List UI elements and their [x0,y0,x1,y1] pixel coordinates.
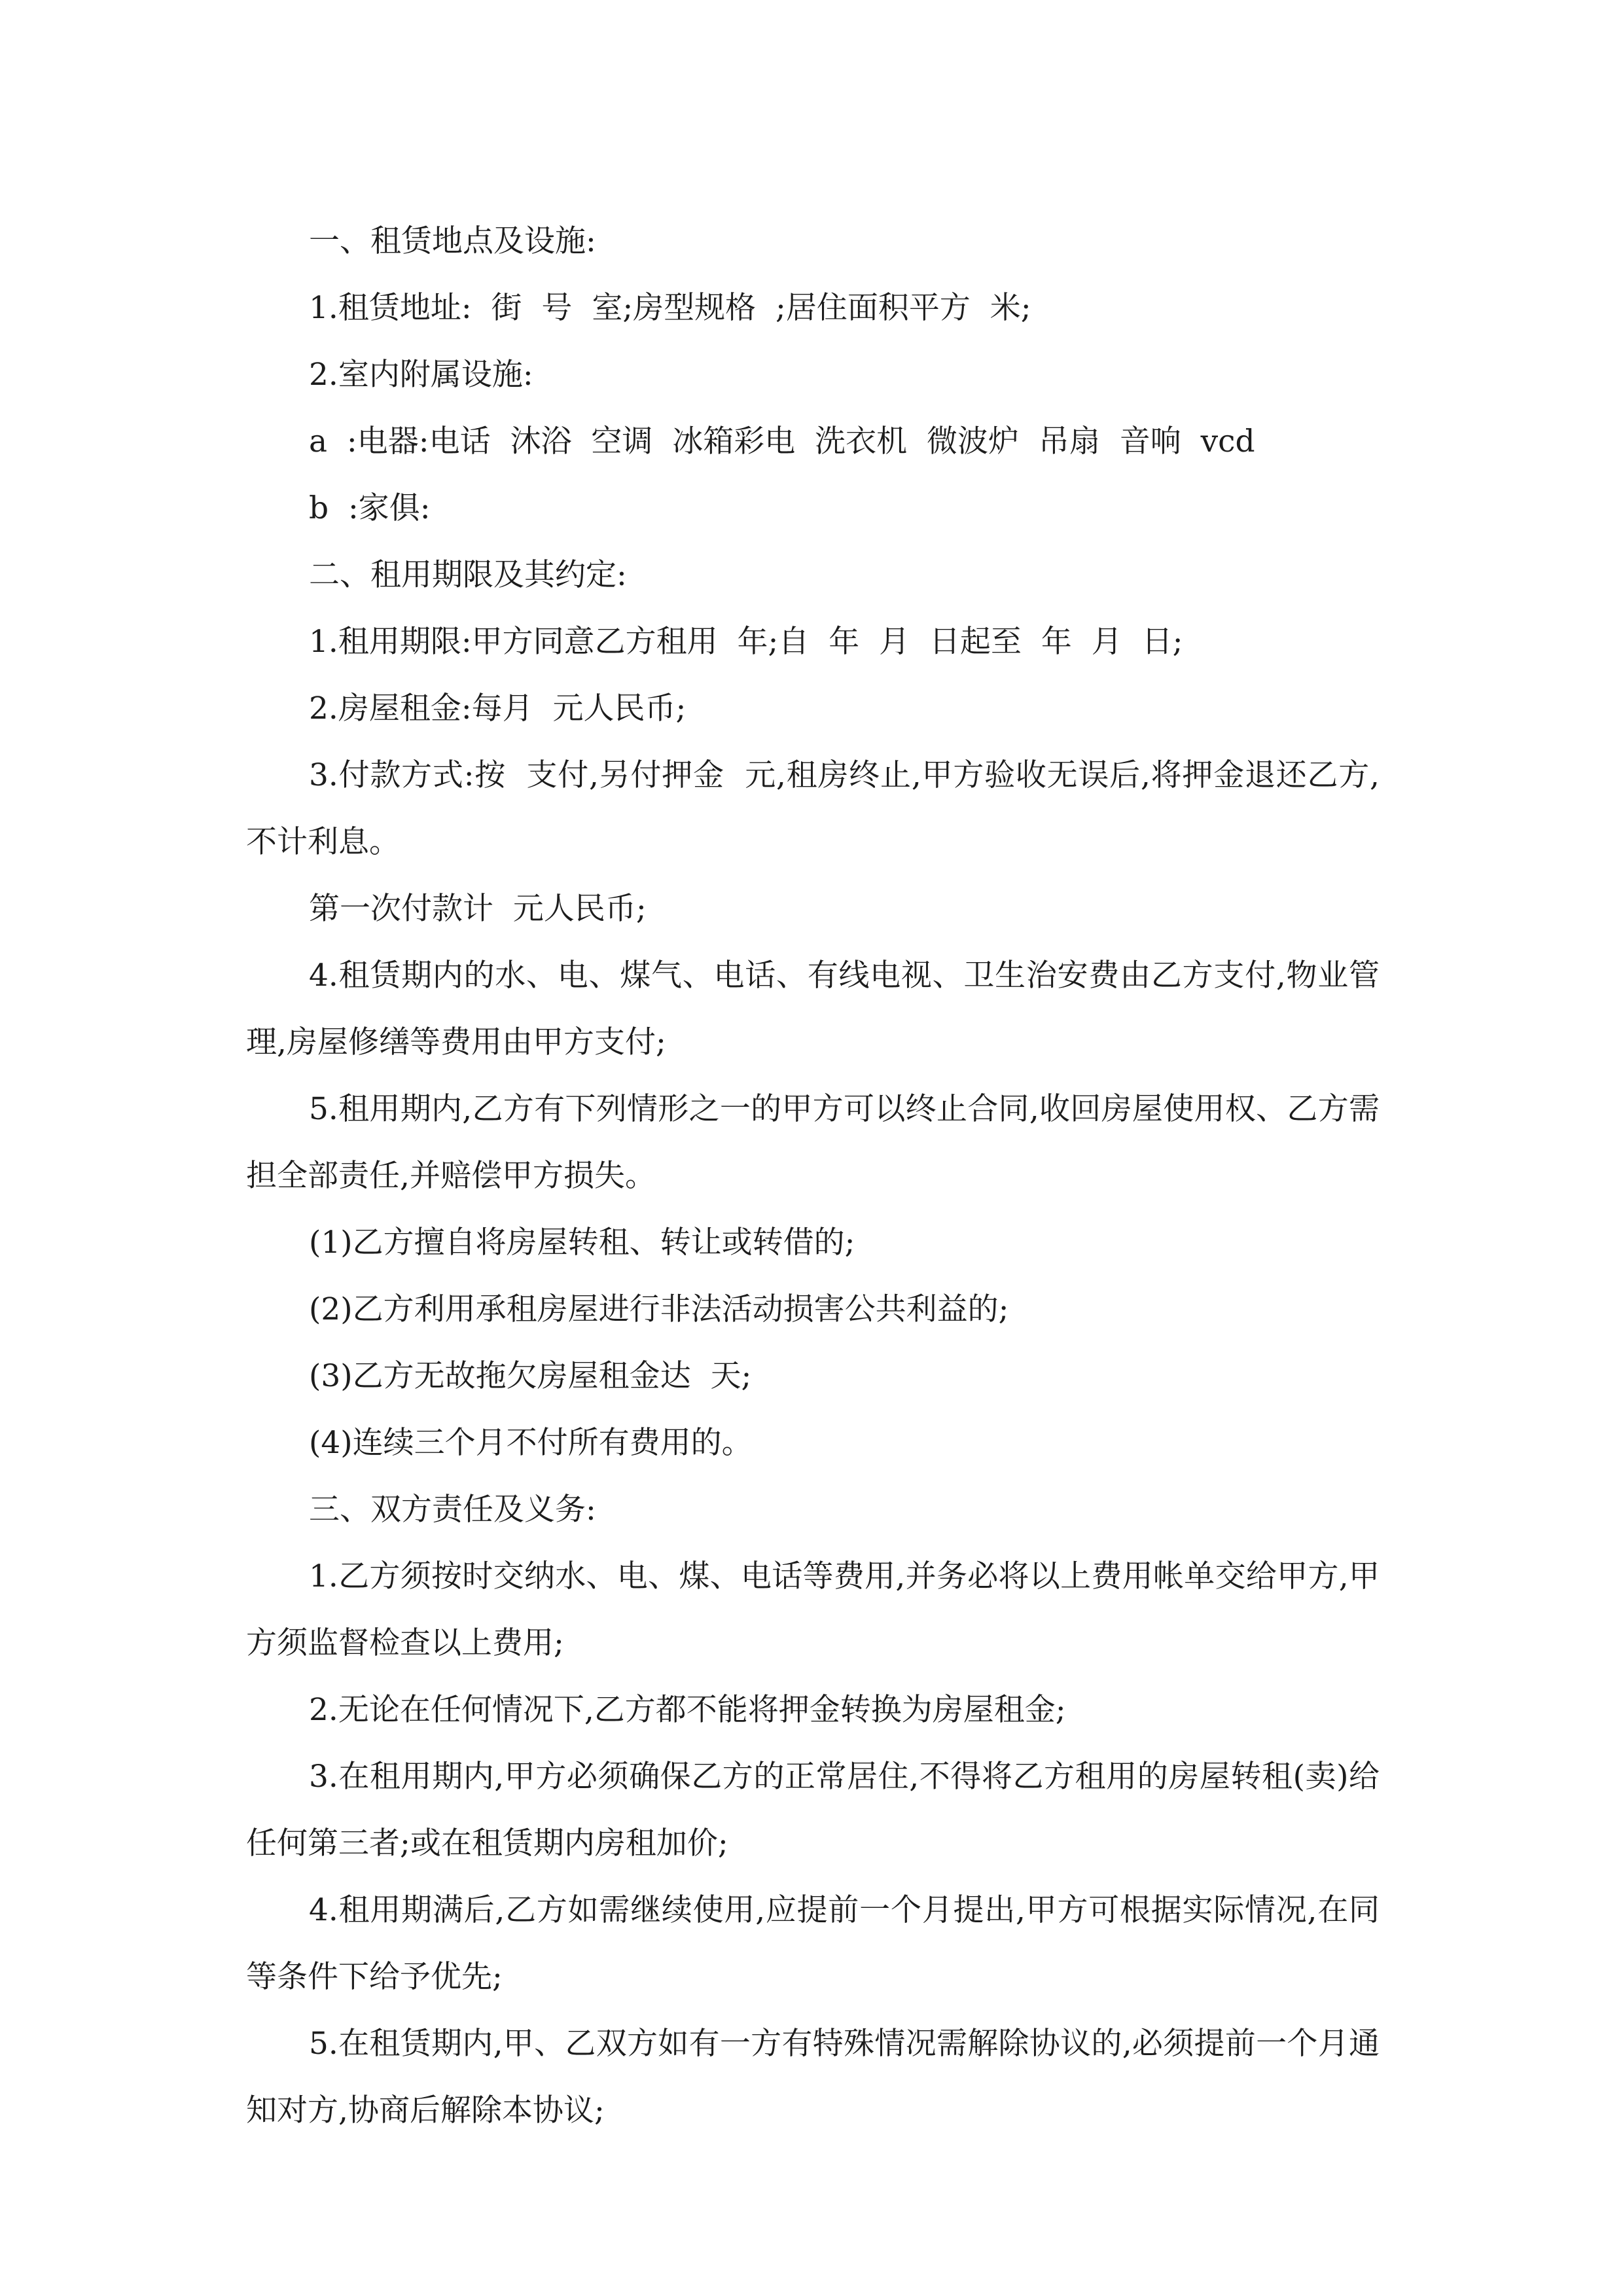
duty-item-2: 2.无论在任何情况下,乙方都不能将押金转换为房屋租金; [309,1692,1066,1728]
termination-item-3: (3)乙方无故拖欠房屋租金达 天; [309,1358,752,1394]
clause-termination: 5.租用期内,乙方有下列情形之一的甲方可以终止合同,收回房屋使用权、乙方需担全部责任,并赔偿甲方损失。 [246,1091,1380,1194]
clause-first-payment: 第一次付款计 元人民币; [309,891,647,927]
clause-utilities: 4.租赁期内的水、电、煤气、电话、有线电视、卫生治安费由乙方支付,物业管理,房屋修缮等费用由甲方支付; [246,958,1380,1060]
termination-item-1: (1)乙方擅自将房屋转租、转让或转借的; [309,1225,855,1261]
duty-item-5: 5.在租赁期内,甲、乙双方如有一方有特殊情况需解除协议的,必须提前一个月通知对方,协商后解除本协议; [246,2026,1380,2128]
duty-item-1: 1.乙方须按时交纳水、电、煤、电话等费用,并务必将以上费用帐单交给甲方,甲方须监督检查以上费用; [246,1558,1380,1661]
document-body [246,208,1380,2144]
section-heading-3: 三、双方责任及义务: [309,1492,596,1528]
clause-rental-term: 1.租用期限:甲方同意乙方租用 年;自 年 月 日起至 年 月 日; [309,624,1183,660]
clause-payment-method: 3.付款方式:按 支付,另付押金 元,租房终止,甲方验收无误后,将押金退还乙方,不计利息。 [246,757,1380,860]
clause-facilities: 2.室内附属设施: [309,357,533,393]
section-heading-1: 一、租赁地点及设施: [309,223,596,259]
duty-item-4: 4.租用期满后,乙方如需继续使用,应提前一个月提出,甲方可根据实际情况,在同等条件下给予优先; [246,1892,1380,1995]
termination-item-2: (2)乙方利用承租房屋进行非法活动损害公共利益的; [309,1291,1009,1327]
clause-furniture: b :家俱: [309,490,431,526]
section-heading-2: 二、租用期限及其约定: [309,557,627,593]
duty-item-3: 3.在租用期内,甲方必须确保乙方的正常居住,不得将乙方租用的房屋转租(卖)给任何第三者;或在租赁期内房租加价; [246,1759,1380,1861]
clause-appliances: a :电器:电话 沐浴 空调 冰箱彩电 洗衣机 微波炉 吊扇 音响 vcd [309,423,1255,459]
termination-item-4: (4)连续三个月不付所有费用的。 [309,1425,753,1461]
clause-rental-address: 1.租赁地址: 街 号 室;房型规格 ;居住面积平方 米; [309,290,1031,326]
clause-rent-amount: 2.房屋租金:每月 元人民币; [309,691,687,726]
